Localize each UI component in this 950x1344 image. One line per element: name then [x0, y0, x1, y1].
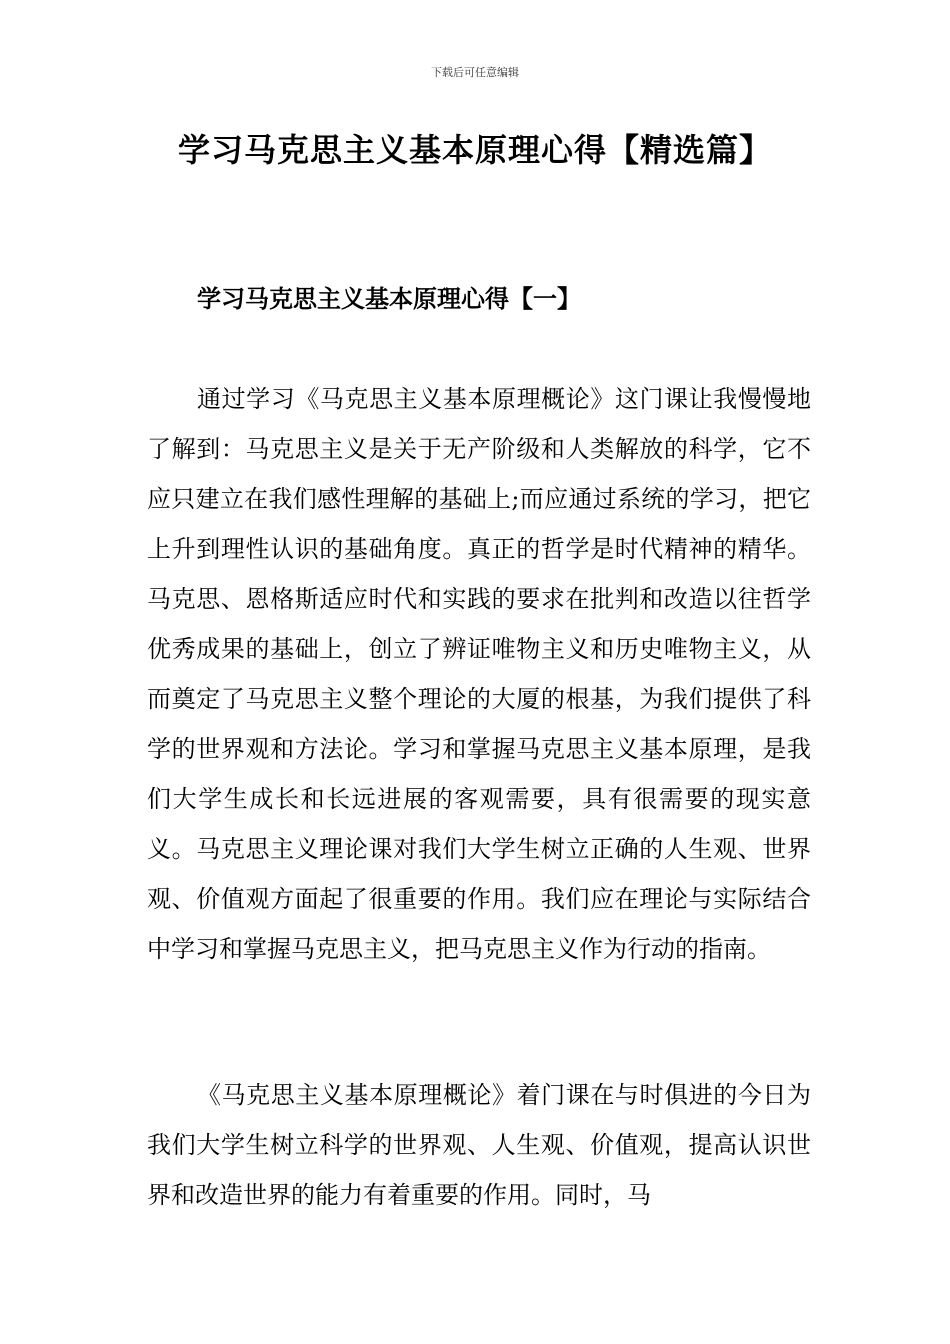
body-paragraph: 《马克思主义基本原理概论》着门课在与时俱进的今日为我们大学生树立科学的世界观、人生观、价值观，提高认识世界和改造世界的能力有着重要的作用。同时，马 [147, 1081, 811, 1209]
document-title: 学习马克思主义基本原理心得【精选篇】 [177, 131, 772, 169]
body-paragraph: 通过学习《马克思主义基本原理概论》这门课让我慢慢地了解到：马克思主义是关于无产阶级和人类解放的科学，它不应只建立在我们感性理解的基础上;而应通过系统的学习，把它上升到理性认识的基础角度。真正的哲学是时代精神的精华。马克思、恩格斯适应时代和实践的要求在批判和改造以往哲学优秀成果的基础上，创立了辨证唯物主义和历史唯物主义，从而奠定了马克思主义整个理论的大厦的根基，为我们提供了科学的世界观和方法论。学习和掌握马克思主义基本原理，是我们大学生成长和长远进展的客观需要，具有很需要的现实意义。马克思主义理论课对我们大学生树立正确的人生观、世界观、价值观方面起了很重要的作用。我们应在理论与实际结合中学习和掌握马克思主义，把马克思主义作为行动的指南。 [147, 385, 811, 963]
section-heading: 学习马克思主义基本原理心得【一】 [197, 284, 581, 313]
header-note: 下载后可任意编辑 [431, 66, 519, 79]
